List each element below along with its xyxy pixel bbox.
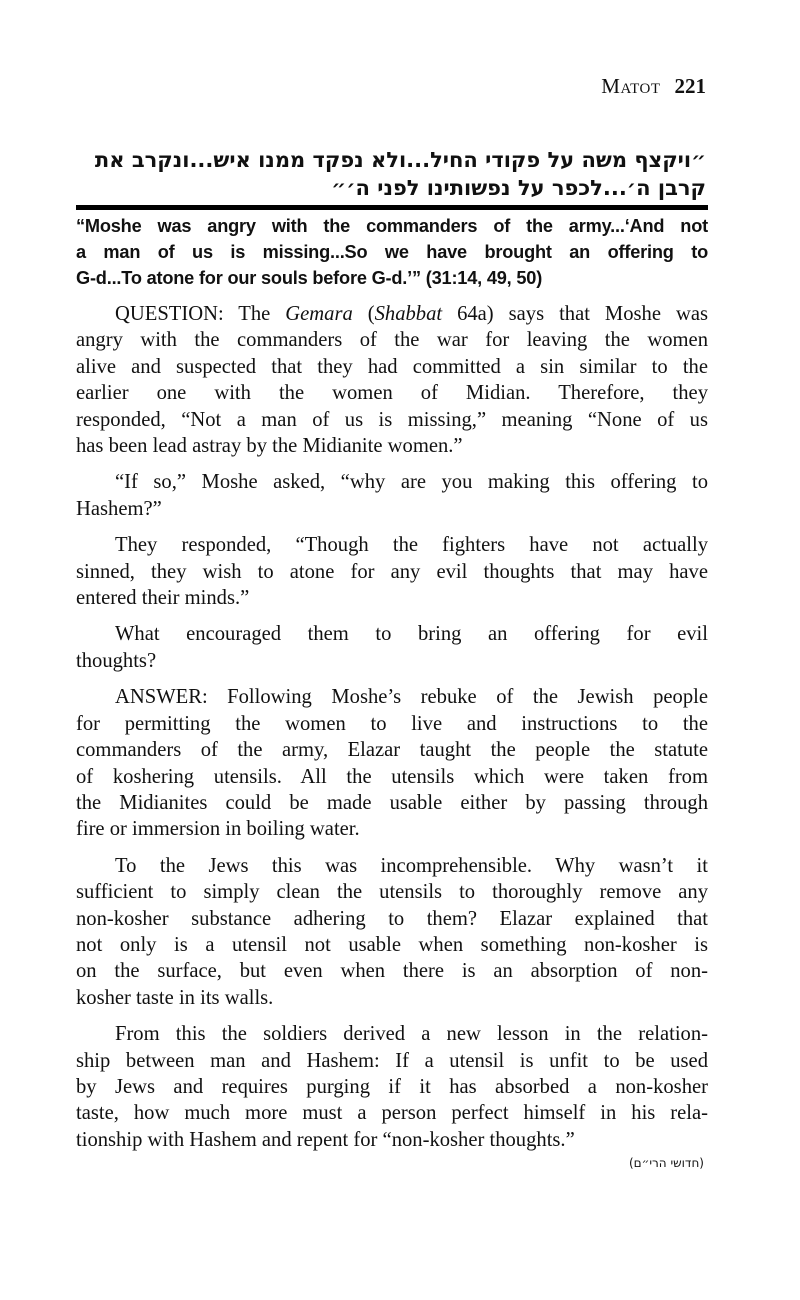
paragraph-line: by Jews and requires purging if it has absorbed a non-kosher [76,1075,708,1098]
paragraph-line: on the surface, but even when there is an absorption of non- [76,960,708,983]
paragraph-line: alive and suspected that they had committed a sin similar to the [76,355,708,378]
italic-term: Shabbat [374,303,443,325]
page-number: 221 [674,74,706,98]
english-verse-line: a man of us is missing...So we have brought an offering to [76,242,708,262]
running-header [601,74,706,99]
english-verse-line: G-d...To atone for our souls before G-d.’” (31:14, 49, 50) [76,268,543,288]
paragraph [76,469,708,522]
paragraph-line: earlier one with the women of Midian. Therefore, they [76,382,708,405]
paragraph-line: the Midianites could be made usable either by passing through [76,791,708,814]
paragraph-line: To the Jews this was incomprehensible. Why wasn’t it [115,854,708,877]
heading-rule [76,205,708,210]
paragraph [76,853,708,1011]
paragraph-line: of koshering utensils. All the utensils which were taken from [76,765,708,788]
paragraph-line: non-kosher substance adhering to them? Elazar explained that [76,907,708,930]
paragraph [76,301,708,459]
page-column [76,146,708,1171]
paragraph-line: entered their minds.” [76,587,250,610]
section-title: Matot [601,74,661,98]
paragraph-line: taste, how much more must a person perfect himself in his rela- [76,1102,708,1125]
paragraph-line: fire or immersion in boiling water. [76,818,360,841]
paragraph-line: not only is a utensil not usable when something non-kosher is [76,933,708,956]
paragraph-line: From this the soldiers derived a new lesson in the relation- [115,1023,708,1046]
paragraph-line: tionship with Hashem and repent for “non-kosher thoughts.” [76,1128,575,1151]
paragraph [76,621,708,674]
paragraph-line: kosher taste in its walls. [76,986,274,1009]
paragraph-line: sufficient to simply clean the utensils to thoroughly remove any [76,881,708,904]
paragraph-line: has been lead astray by the Midianite women.” [76,435,463,458]
paragraph-line: ship between man and Hashem: If a utensil is unfit to be used [76,1049,708,1072]
source-citation: (חדושי הרי״ם) [628,1156,704,1171]
paragraph [76,684,708,842]
paragraph-line: commanders of the army, Elazar taught the people the statute [76,739,708,762]
text-segment: ( [352,303,375,325]
italic-term: Gemara [285,303,353,325]
paragraph [76,1021,708,1153]
english-verse-line: “Moshe was angry with the commanders of the army...‘And not [76,216,708,236]
paragraph-line: for permitting the women to live and instructions to the [76,712,708,735]
paragraph-line: thoughts? [76,649,157,672]
paragraph-line: “If so,” Moshe asked, “why are you making this offering to [115,471,708,494]
hebrew-verse-line: ״ויקצף משה על פקודי החיל...ולא נפקד ממנו איש...ונקרב את [94,148,706,172]
text-segment: QUESTION: The [115,303,286,325]
paragraph-line: They responded, “Though the fighters have not actually [115,534,708,557]
paragraph-line: sinned, they wish to atone for any evil thoughts that may have [76,560,708,583]
english-verse [76,213,708,291]
hebrew-verse [76,146,706,202]
paragraph-line [76,301,708,327]
paragraph-line: responded, “Not a man of us is missing,” meaning “None of us [76,408,708,431]
paragraph-line: ANSWER: Following Moshe’s rebuke of the Jewish people [115,686,708,709]
paragraph [76,532,708,611]
paragraph-line: What encouraged them to bring an offering for evil [115,623,708,646]
text-segment: 64a) says that Moshe was [442,303,708,325]
paragraph-line: Hashem?” [76,497,162,520]
hebrew-verse-line: קרבן ה׳...לכפר על נפשותינו לפני ה׳״ [331,176,706,200]
paragraph-line: angry with the commanders of the war for leaving the women [76,329,708,352]
body-text [76,301,708,1153]
